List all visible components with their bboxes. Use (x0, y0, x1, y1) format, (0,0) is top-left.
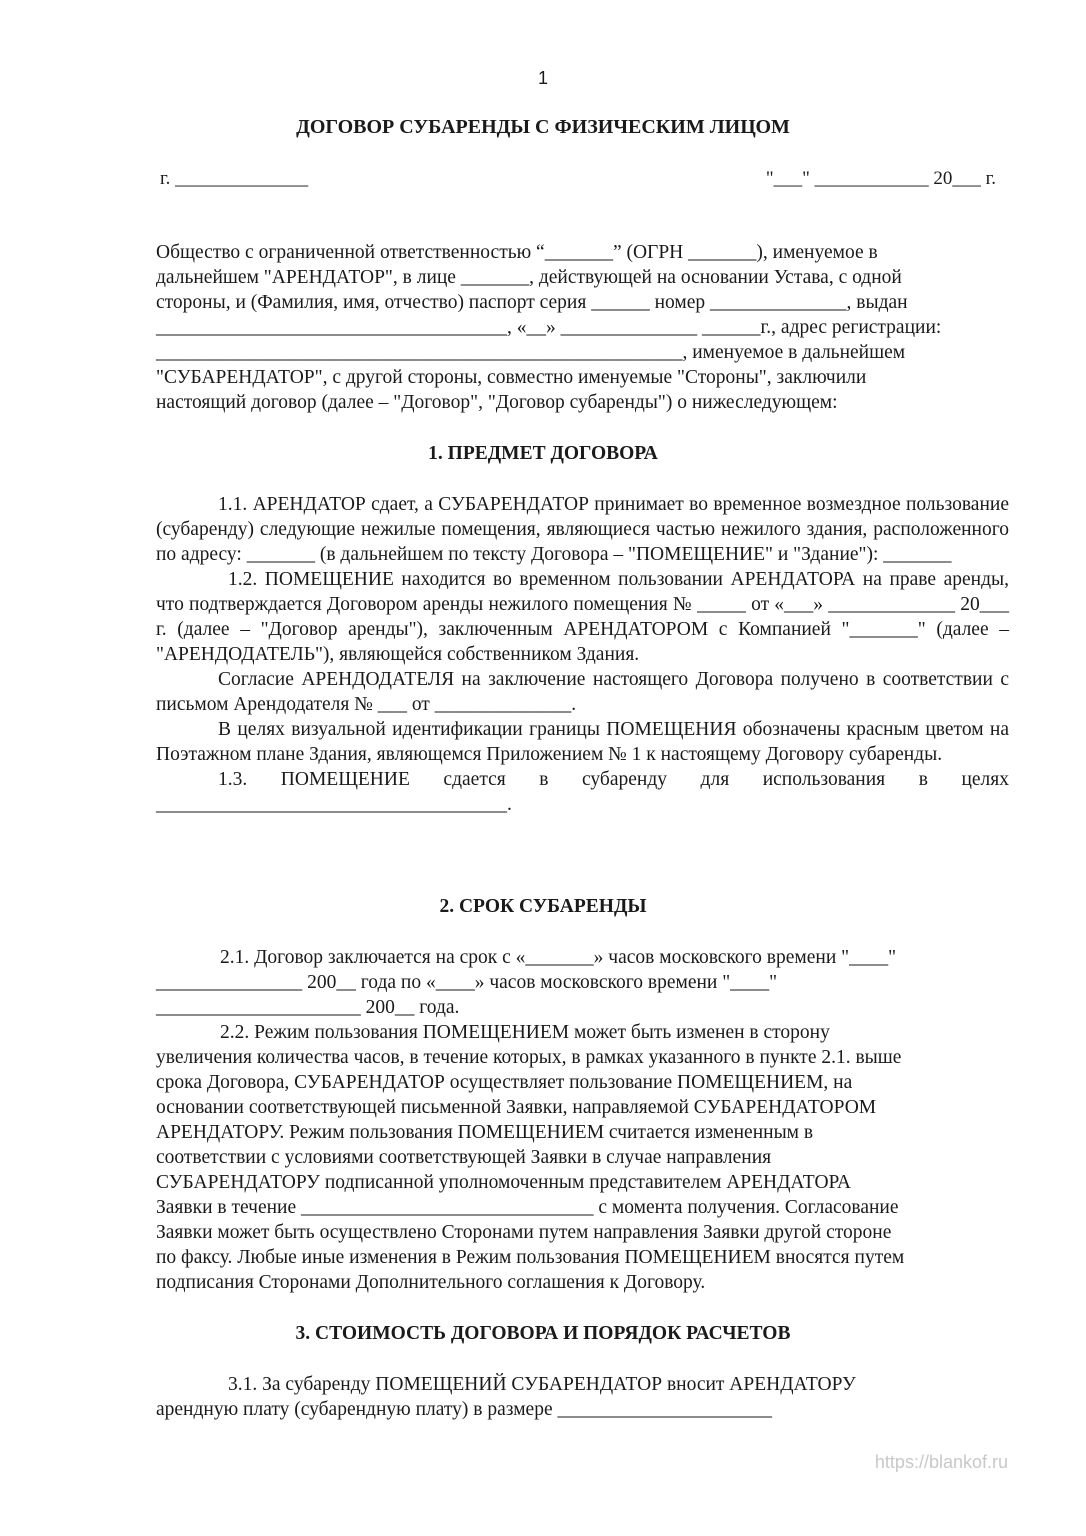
clause-visual-identification: В целях визуальной идентификации границы ПОМЕЩЕНИЯ обозначены красным цветом на Поэтажном плане Здания, являющемся Приложением № 1 к настоящему Договору субаренды. (156, 719, 1009, 765)
preamble-line: стороны, и (Фамилия, имя, отчество) паспорт серия ______ номер ______________, выдан (156, 292, 908, 313)
clause-2-2-line: срока Договора, СУБАРЕНДАТОР осуществляет пользование ПОМЕЩЕНИЕМ, на (156, 1072, 853, 1093)
clause-2-1-line: _______________ 200__ года по «____» часов московского времени "____" (156, 972, 778, 993)
date-field: "___" ____________ 20___ г. (765, 168, 996, 189)
clause-1-1: 1.1. АРЕНДАТОР сдает, а СУБАРЕНДАТОР принимает во временное возмездное пользование (субаренду) следующие нежилые помещения, являющиеся частью нежилого здания, расположенного по адресу: _______ (в дальнейшем по тексту Договора – "ПОМЕЩЕНИЕ" и "Здание"): _______ (156, 494, 1009, 565)
section-2-body (156, 945, 1009, 1295)
clause-2-1-line: 2.1. Договор заключается на срок с «_______» часов московского времени "____" (220, 947, 897, 968)
clause-3-1-line: арендную плату (субарендную плату) в размере ______________________ (156, 1399, 772, 1420)
clause-2-2-line: подписания Сторонами Дополнительного соглашения к Договору. (156, 1272, 706, 1293)
section-1-body (156, 492, 1009, 817)
section-heading-3: 3. СТОИМОСТЬ ДОГОВОРА И ПОРЯДОК РАСЧЕТОВ (295, 1323, 791, 1344)
clause-2-2-line: АРЕНДАТОРУ. Режим пользования ПОМЕЩЕНИЕМ считается измененным в (156, 1122, 814, 1143)
preamble-line: настоящий договор (далее – "Договор", "Договор субаренды") о нижеследующем: (156, 392, 838, 413)
clause-2-2-line: СУБАРЕНДАТОРУ подписанной уполномоченным представителем АРЕНДАТОРА (156, 1172, 851, 1193)
page-number: 1 (537, 68, 548, 88)
place-field: г. ______________ (160, 168, 309, 189)
clause-2-2-line: Заявки может быть осуществлено Сторонами путем направления Заявки другой стороне (156, 1222, 892, 1243)
preamble-line: "СУБАРЕНДАТОР", с другой стороны, совместно именуемые "Стороны", заключили (156, 367, 867, 388)
preamble-line: дальнейшем "АРЕНДАТОР", в лице _______, действующей на основании Устава, с одной (156, 267, 902, 288)
clause-2-2-line: Заявки в течение ______________________________ с момента получения. Согласование (156, 1197, 899, 1218)
clause-2-2-line: основании соответствующей письменной Заявки, направляемой СУБАРЕНДАТОРОМ (156, 1097, 877, 1118)
clause-2-2-line: 2.2. Режим пользования ПОМЕЩЕНИЕМ может быть изменен в сторону (220, 1022, 830, 1043)
section-3-body (156, 1372, 1009, 1422)
preamble (156, 240, 1009, 415)
clause-1-2: 1.2. ПОМЕЩЕНИЕ находится во временном пользовании АРЕНДАТОРА на праве аренды, что подтверждается Договором аренды нежилого помещения № _____ от «___» _____________ 20___ г. (далее – "Договор аренды"), заключенным АРЕНДАТОРОМ с Компанией "_______" (далее – "АРЕНДОДАТЕЛЬ"), являющейся собственником Здания. (156, 569, 1009, 665)
document-title: ДОГОВОР СУБАРЕНДЫ С ФИЗИЧЕСКИМ ЛИЦОМ (296, 116, 790, 138)
clause-2-2-line: увеличения количества часов, в течение которых, в рамках указанного в пункте 2.1. выше (156, 1047, 902, 1068)
clause-2-2-line: по факсу. Любые иные изменения в Режим пользования ПОМЕЩЕНИЕМ вносятся путем (156, 1247, 905, 1268)
preamble-line: ____________________________________, «__» ______________ ______г., адрес регистрации: (156, 317, 942, 338)
clause-3-1-line: 3.1. За субаренду ПОМЕЩЕНИЙ СУБАРЕНДАТОР вносит АРЕНДАТОРУ (228, 1374, 856, 1395)
preamble-line: Общество с ограниченной ответственностью “_______” (ОГРН _______), именуемое в (156, 242, 878, 263)
preamble-line: ______________________________________________________, именуемое в дальнейшем (156, 342, 906, 363)
clause-2-2-line: соответствии с условиями соответствующей Заявки в случае направления (156, 1147, 772, 1168)
section-heading-1: 1. ПРЕДМЕТ ДОГОВОРА (428, 443, 658, 464)
clause-consent: Согласие АРЕНДОДАТЕЛЯ на заключение настоящего Договора получено в соответствии с письмом Арендодателя № ___ от ______________. (156, 669, 1009, 715)
watermark: https://blankof.ru (874, 1452, 1008, 1472)
clause-1-3: 1.3. ПОМЕЩЕНИЕ сдается в субаренду для использования в целях ____________________________________. (156, 769, 1009, 815)
clause-2-1-line: _____________________ 200__ года. (156, 997, 460, 1018)
section-heading-2: 2. СРОК СУБАРЕНДЫ (439, 896, 647, 917)
